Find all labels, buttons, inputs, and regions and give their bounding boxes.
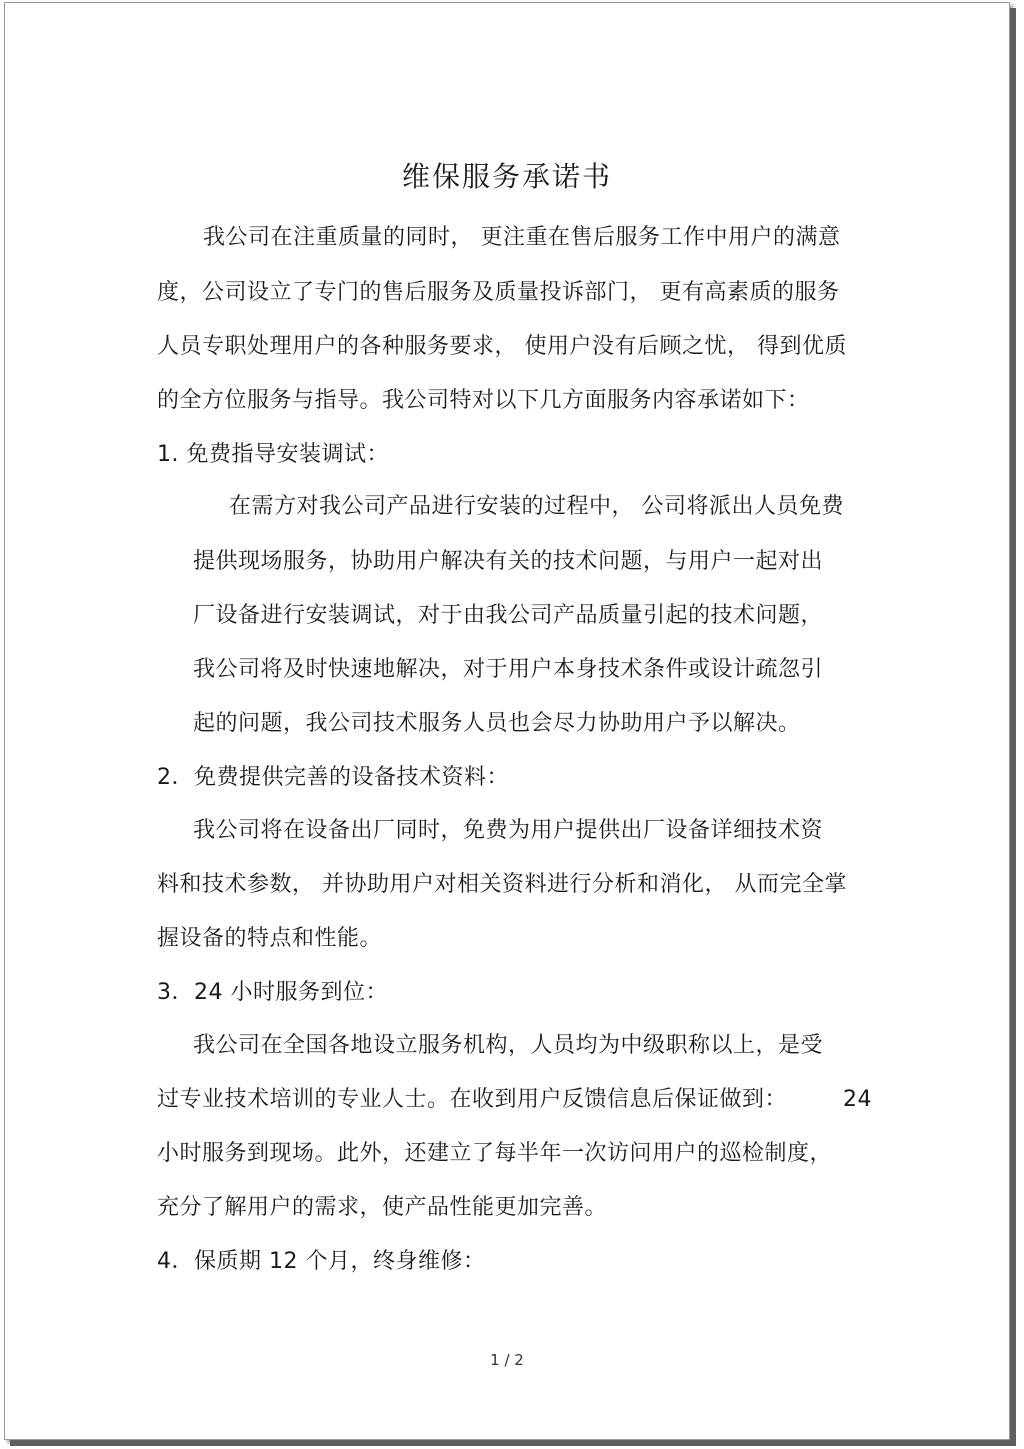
section-1-line-3: 厂设备进行安装调试，对于由我公司产品质量引起的技术问题， <box>193 603 824 628</box>
document-page <box>4 2 1010 1440</box>
section-3-line-2: 过专业技术培训的专业人士。在收到用户反馈信息后保证做到： <box>157 1087 788 1112</box>
intro-line-4: 的全方位服务与指导。我公司特对以下几方面服务内容承诺如下： <box>157 388 810 413</box>
section-1-line-2: 提供现场服务，协助用户解决有关的技术问题，与用户一起对出 <box>193 549 824 574</box>
section-1-heading: 1. 免费指导安装调试： <box>157 442 389 467</box>
section-2-line-3: 握设备的特点和性能。 <box>157 926 383 951</box>
page-number: 1 / 2 <box>490 1351 524 1369</box>
intro-line-3: 人员专职处理用户的各种服务要求， 使用户没有后顾之忧， 得到优质 <box>157 334 847 359</box>
document-title: 维保服务承诺书 <box>401 160 612 193</box>
section-4-heading: 4．保质期 12 个月，终身维修： <box>157 1249 486 1274</box>
section-1-line-5: 起的问题，我公司技术服务人员也会尽力协助用户予以解决。 <box>193 711 801 736</box>
section-3-line-4: 充分了解用户的需求，使产品性能更加完善。 <box>157 1195 608 1220</box>
section-1-line-4: 我公司将及时快速地解决，对于用户本身技术条件或设计疏忽引 <box>193 657 824 682</box>
intro-line-2: 度，公司设立了专门的售后服务及质量投诉部门， 更有高素质的服务 <box>157 280 840 305</box>
section-3-line-3: 小时服务到现场。此外，还建立了每半年一次访问用户的巡检制度， <box>157 1141 833 1166</box>
section-2-line-1: 我公司将在设备出厂同时，免费为用户提供出厂设备详细技术资 <box>193 818 824 843</box>
section-3-line-1: 我公司在全国各地设立服务机构，人员均为中级职称以上，是受 <box>193 1033 824 1058</box>
section-2-line-2: 料和技术参数， 并协助用户对相关资料进行分析和消化， 从而完全掌 <box>157 872 847 897</box>
section-1-line-1: 在需方对我公司产品进行安装的过程中， 公司将派出人员免费 <box>229 494 844 519</box>
section-2-heading: 2．免费提供完善的设备技术资料： <box>157 765 509 790</box>
section-3-line-2-number: 24 <box>843 1087 872 1112</box>
intro-line-1: 我公司在注重质量的同时， 更注重在售后服务工作中用户的满意 <box>203 225 841 250</box>
section-3-heading: 3．24 小时服务到位： <box>157 980 388 1005</box>
